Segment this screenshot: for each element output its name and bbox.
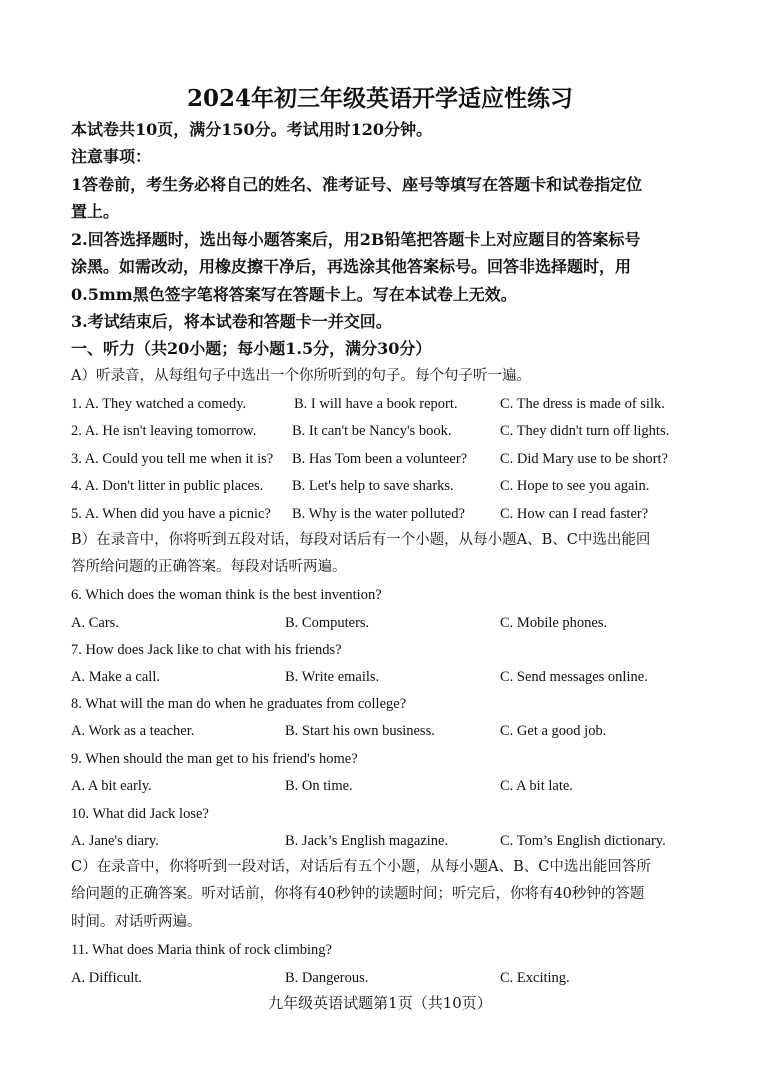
notice-2b: 涂黑。如需改动，用橡皮擦干净后，再选涂其他答案标号。回答非选择题时，用 xyxy=(71,257,632,276)
option-c: C. They didn't turn off lights. xyxy=(500,423,670,439)
option-c: C. Hope to see you again. xyxy=(500,478,650,494)
notice-2c: 0.5mm黑色签字笔将答案写在答题卡上。写在本试卷上无效。 xyxy=(71,285,517,304)
notice-1a: 1答卷前，考生务必将自己的姓名、准考证号、座号等填写在答题卡和试卷指定位 xyxy=(71,175,643,194)
option-b: B. Dangerous. xyxy=(285,970,369,986)
part-a-row xyxy=(0,450,760,468)
option-a: A. Work as a teacher. xyxy=(71,723,195,739)
question-text: 7. How does Jack like to chat with his friends? xyxy=(71,642,342,658)
option-b: B. I will have a book report. xyxy=(294,396,458,412)
option-c: C. Send messages online. xyxy=(500,669,648,685)
option-c: C. Tom’s English dictionary. xyxy=(500,833,666,849)
option-b: B. Start his own business. xyxy=(285,723,435,739)
option-a: 5. A. When did you have a picnic? xyxy=(71,506,271,522)
notice-1b: 置上。 xyxy=(71,202,120,221)
question-text: 8. What will the man do when he graduates from college? xyxy=(71,696,407,712)
answer-row xyxy=(0,722,760,740)
option-a: A. A bit early. xyxy=(71,778,152,794)
part-a-row xyxy=(0,505,760,523)
option-a: 1. A. They watched a comedy. xyxy=(71,396,247,412)
question-text: 9. When should the man get to his friend's home? xyxy=(71,751,358,767)
option-b: B. Jack’s English magazine. xyxy=(285,833,449,849)
option-c: C. Get a good job. xyxy=(500,723,607,739)
option-a: A. Jane's diary. xyxy=(71,833,159,849)
option-b: B. On time. xyxy=(285,778,353,794)
option-c: C. Did Mary use to be short? xyxy=(500,451,668,467)
part-c-instruction-a: C）在录音中，你将听到一段对话，对话后有五个小题，从每小题A、B、C中选出能回答所 xyxy=(71,859,651,875)
part-a-row xyxy=(0,422,760,440)
option-a: A. Make a call. xyxy=(71,669,160,685)
option-c: C. The dress is made of silk. xyxy=(500,396,665,412)
option-b: B. Write emails. xyxy=(285,669,380,685)
part-c-instruction-c: 时间。对话听两遍。 xyxy=(71,914,202,930)
option-b: B. Why is the water polluted? xyxy=(292,506,465,522)
option-a: 3. A. Could you tell me when it is? xyxy=(71,451,274,467)
notice-3: 3.考试结束后，将本试卷和答题卡一并交回。 xyxy=(71,312,392,331)
part-a-row xyxy=(0,477,760,495)
option-b: B. It can't be Nancy's book. xyxy=(292,423,452,439)
option-c: C. Mobile phones. xyxy=(500,615,608,631)
notice-2a: 2.回答选择题时，选出每小题答案后，用2B铅笔把答题卡上对应题目的答案标号 xyxy=(71,230,641,249)
answer-row xyxy=(0,777,760,795)
question-text: 10. What did Jack lose? xyxy=(71,806,209,822)
option-c: C. A bit late. xyxy=(500,778,573,794)
option-a: 4. A. Don't litter in public places. xyxy=(71,478,264,494)
answer-row xyxy=(0,668,760,686)
notice-heading: 注意事项： xyxy=(71,147,152,166)
question-text: 11. What does Maria think of rock climbing? xyxy=(71,942,332,958)
option-a: 2. A. He isn't leaving tomorrow. xyxy=(71,423,257,439)
question-text: 6. Which does the woman think is the best invention? xyxy=(71,587,382,603)
option-b: B. Let's help to save sharks. xyxy=(292,478,454,494)
option-c: C. How can I read faster? xyxy=(500,506,649,522)
option-b: B. Has Tom been a volunteer? xyxy=(292,451,468,467)
part-b-instruction-b: 答所给问题的正确答案。每段对话听两遍。 xyxy=(71,559,347,575)
option-b: B. Computers. xyxy=(285,615,370,631)
page-footer: 九年级英语试题第1页（共10页） xyxy=(268,994,492,1012)
part-b-instruction-a: B）在录音中，你将听到五段对话，每段对话后有一个小题，从每小题A、B、C中选出能回 xyxy=(71,532,651,548)
option-a: A. Cars. xyxy=(71,615,119,631)
part-c-instruction-b: 给问题的正确答案。听对话前，你将有40秒钟的读题时间；听完后，你将有40秒钟的答题 xyxy=(71,886,645,902)
option-c: C. Exciting. xyxy=(500,970,570,986)
option-a: A. Difficult. xyxy=(71,970,143,986)
answer-row xyxy=(0,969,760,987)
answer-row xyxy=(0,614,760,632)
page-title: 2024年初三年级英语开学适应性练习 xyxy=(186,85,573,112)
part-a-row xyxy=(0,395,760,413)
exam-info: 本试卷共10页，满分150分。考试用时120分钟。 xyxy=(71,120,433,139)
part-a-instruction: A）听录音，从每组句子中选出一个你所听到的句子。每个句子听一遍。 xyxy=(71,368,531,384)
answer-row xyxy=(0,832,760,850)
section-heading: 一、听力（共20小题；每小题1.5分，满分30分） xyxy=(71,339,432,358)
